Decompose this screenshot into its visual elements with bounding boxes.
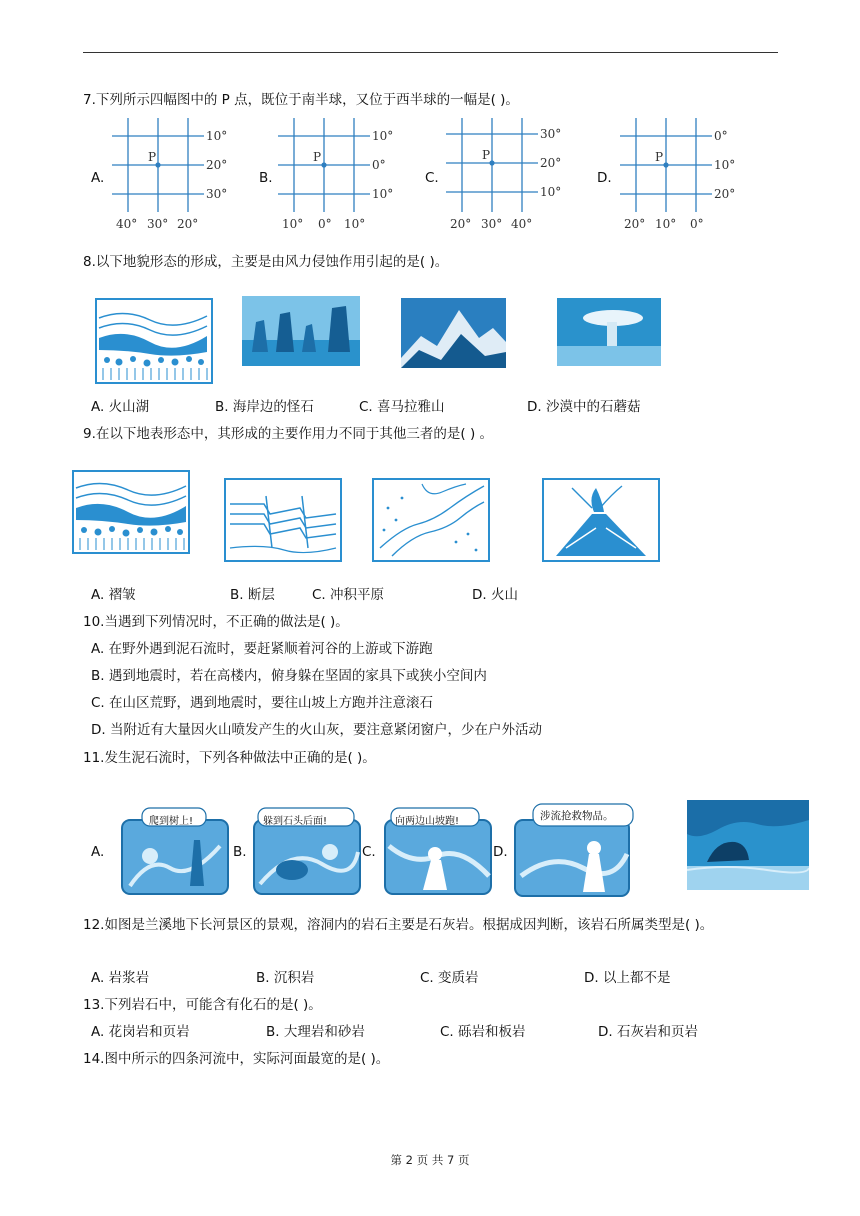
question-9-stem: 9.在以下地表形态中，其形成的主要作用力不同于其他三者的是( ) 。: [83, 426, 493, 442]
question-7-stem: 7.下列所示四幅图中的 P 点，既位于南半球，又位于西半球的一幅是( )。: [83, 92, 519, 108]
p-point-label: P: [313, 150, 322, 164]
lon-tick: 0°: [690, 217, 704, 231]
header-rule: [83, 52, 778, 53]
lat-tick: 30°: [540, 127, 562, 141]
lon-tick: 10°: [344, 217, 366, 231]
q13-option-a: A. 花岗岩和页岩: [91, 1024, 190, 1040]
p-point-dot: [321, 162, 326, 167]
q11-option-d-label: D.: [493, 844, 508, 860]
q7-grid-d: [620, 118, 745, 234]
lon-tick: 30°: [147, 217, 169, 231]
q9-image-volcano: [542, 478, 660, 562]
lon-tick: 40°: [511, 217, 533, 231]
q7-option-b-label: B.: [259, 170, 273, 186]
question-10-stem: 10.当遇到下列情况时，不正确的做法是( )。: [83, 614, 349, 630]
q9-image-fold: [72, 470, 190, 554]
q11-option-b-label: B.: [233, 844, 247, 860]
q7-grid-a: [112, 118, 237, 234]
q7-grid-b: [278, 118, 403, 234]
lon-tick: 10°: [282, 217, 304, 231]
q9-option-d: D. 火山: [472, 587, 518, 603]
p-point-label: P: [148, 150, 157, 164]
question-11-stem: 11.发生泥石流时，下列各种做法中正确的是( )。: [83, 750, 376, 766]
p-point-label: P: [482, 148, 491, 162]
question-8-stem: 8.以下地貌形态的形成，主要是由风力侵蚀作用引起的是( )。: [83, 254, 449, 270]
lon-tick: 30°: [481, 217, 503, 231]
q12-option-a: A. 岩浆岩: [91, 970, 150, 986]
q13-option-c: C. 砾岩和板岩: [440, 1024, 526, 1040]
q8-option-d: D. 沙漠中的石蘑菇: [527, 399, 641, 415]
q10-option-b: B. 遇到地震时，若在高楼内，俯身躲在坚固的家具下或狭小空间内: [91, 668, 487, 684]
q10-option-c: C. 在山区荒野，遇到地震时，要往山坡上方跑并注意滚石: [91, 695, 434, 711]
p-point-dot: [489, 160, 494, 165]
q13-option-d: D. 石灰岩和页岩: [598, 1024, 698, 1040]
q11-bubble-a: 爬到树上!: [149, 816, 194, 827]
q10-option-a: A. 在野外遇到泥石流时，要赶紧顺着河谷的上游或下游跑: [91, 641, 433, 657]
lon-tick: 20°: [624, 217, 646, 231]
lat-tick: 10°: [206, 129, 228, 143]
lon-tick: 40°: [116, 217, 138, 231]
q8-image-mushroom-rock: [557, 298, 661, 366]
lat-tick: 10°: [714, 158, 736, 172]
lon-tick: 20°: [450, 217, 472, 231]
page-number-footer: 第 2 页 共 7 页: [390, 1153, 470, 1167]
lat-tick: 20°: [714, 187, 736, 201]
lat-tick: 10°: [372, 187, 394, 201]
q11-bubble-c: 向两边山坡跑!: [395, 816, 460, 827]
lat-tick: 20°: [206, 158, 228, 172]
q8-option-b: B. 海岸边的怪石: [215, 399, 314, 415]
q9-image-alluvial-plain: [372, 478, 490, 562]
q9-option-c: C. 冲积平原: [312, 587, 385, 603]
q9-option-a: A. 褶皱: [91, 587, 136, 603]
question-13-stem: 13.下列岩石中，可能含有化石的是( )。: [83, 997, 322, 1013]
p-point-label: P: [655, 150, 664, 164]
q11-bubble-d: 涉流抢救物品。: [540, 810, 614, 822]
q8-image-himalaya: [401, 298, 506, 368]
p-point-dot: [155, 162, 160, 167]
q12-option-b: B. 沉积岩: [256, 970, 315, 986]
q12-image-cave: [687, 800, 809, 890]
q7-option-a-label: A.: [91, 170, 105, 186]
q9-option-b: B. 断层: [230, 587, 275, 603]
p-point-dot: [663, 162, 668, 167]
q10-option-d: D. 当附近有大量因火山喷发产生的火山灰，要注意紧闭窗户，少在户外活动: [91, 722, 542, 738]
q11-option-a-label: A.: [91, 844, 105, 860]
q7-option-c-label: C.: [425, 170, 439, 186]
question-14-stem: 14.图中所示的四条河流中，实际河面最宽的是( )。: [83, 1051, 390, 1067]
lon-tick: 20°: [177, 217, 199, 231]
q7-grid-c: [446, 118, 571, 234]
q7-option-d-label: D.: [597, 170, 612, 186]
q11-bubble-b: 躲到石头后面!: [263, 816, 328, 827]
q12-option-d: D. 以上都不是: [584, 970, 671, 986]
lon-tick: 10°: [655, 217, 677, 231]
q8-option-c: C. 喜马拉雅山: [359, 399, 445, 415]
lon-tick: 0°: [318, 217, 332, 231]
lat-tick: 30°: [206, 187, 228, 201]
q11-option-c-label: C.: [362, 844, 376, 860]
lat-tick: 0°: [372, 158, 386, 172]
lat-tick: 0°: [714, 129, 728, 143]
q9-image-fault: [224, 478, 342, 562]
lat-tick: 10°: [540, 185, 562, 199]
q12-option-c: C. 变质岩: [420, 970, 479, 986]
q8-image-coastal-rocks: [242, 296, 360, 366]
question-12-stem: 12.如图是兰溪地下长河景区的景观，溶洞内的岩石主要是石灰岩。根据成因判断，该岩石所属类型是( )。: [83, 917, 714, 933]
lat-tick: 20°: [540, 156, 562, 170]
q8-option-a: A. 火山湖: [91, 399, 150, 415]
lat-tick: 10°: [372, 129, 394, 143]
q13-option-b: B. 大理岩和砂岩: [266, 1024, 365, 1040]
q8-image-volcanic-lake: [95, 298, 213, 384]
